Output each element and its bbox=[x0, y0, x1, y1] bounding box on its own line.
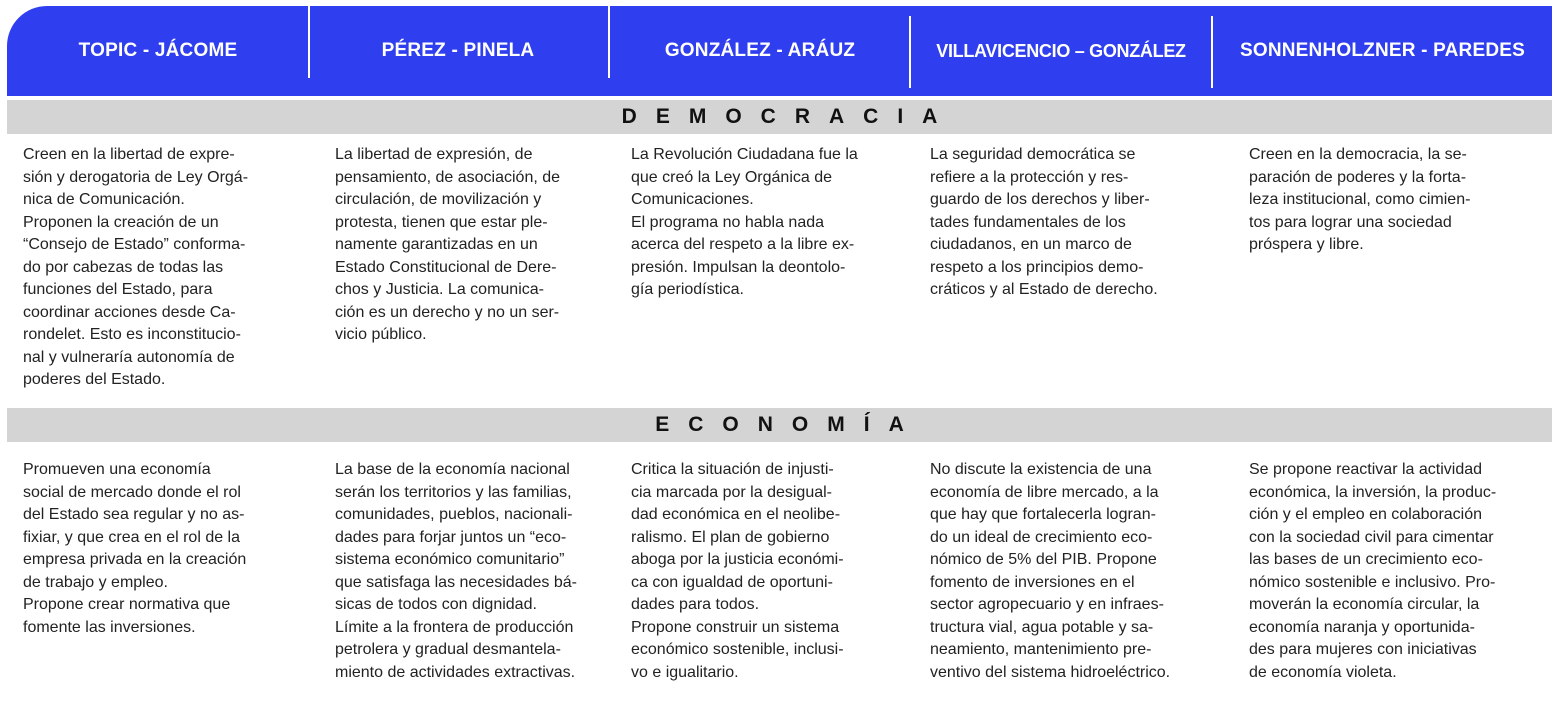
header-topic-jacome: TOPIC - JÁCOME bbox=[78, 40, 238, 61]
democracia-cell-perez-pinela: La libertad de expresión, de pensamiento, de asociación, de circulación, de movilización y protesta, tienen que estar ple- namente garantizadas en un Estado Constitucional de Dere- chos y Justicia. La comunica- ción es un derecho y no un ser- vicio público. bbox=[335, 146, 561, 343]
header-villavicencio-gonzalez: VILLAVICENCIO – GONZÁLEZ bbox=[936, 40, 1186, 61]
section-band-democracia bbox=[7, 100, 1552, 134]
democracia-cell-villavicencio-gonzalez: La seguridad democrática se refiere a la protección y res- guardo de los derechos y liber- tades fundamentales de los ciudadanos, en un marco de respeto a los principios demo- cráticos y al Estado de derecho. bbox=[930, 146, 1158, 298]
section-band-economia bbox=[7, 408, 1552, 442]
economia-cell-gonzalez-arauz: Critica la situación de injusti- cia marcada por la desigual- dad económica en el neolibe- ralismo. El plan de gobierno aboga por la justicia económi- ca con igualdad de oportuni- dades para todos. Propone construir un sistema económico sostenible, inclusi- vo e igualitario. bbox=[631, 461, 844, 681]
democracia-cell-gonzalez-arauz: La Revolución Ciudadana fue la que creó la Ley Orgánica de Comunicaciones. El programa no habla nada acerca del respeto a la libre ex- presión. Impulsan la deontolo- gía periodística. bbox=[631, 146, 858, 298]
economia-cell-villavicencio-gonzalez: No discute la existencia de una economía de libre mercado, a la que hay que fortalecerla logran- do un ideal de crecimiento eco- nómico de 5% del PIB. Propone fomento de inversiones en el sector agropecuario y en infraes- tructura vial, agua potable y sa- neamiento, mantenimiento pre- ventivo del sistema hidroeléctrico. bbox=[930, 461, 1171, 681]
header-perez-pinela: PÉREZ - PINELA bbox=[381, 40, 535, 61]
section-title-economia: ECONOMÍA bbox=[655, 413, 923, 436]
header-bar bbox=[7, 6, 1552, 96]
economia-cell-sonnenholzner-paredes: Se propone reactivar la actividad económica, la inversión, la produc- ción y el empleo en colaboración con la sociedad civil para cimentar las bases de un crecimiento eco- nómico sostenible e inclusivo. Pro- moverán la economía circular, la economía naranja y oportunida- des para mujeres con iniciativas de economía violeta. bbox=[1249, 461, 1497, 681]
democracia-cell-topic-jacome: Creen en la libertad de expre- sión y derogatoria de Ley Orgá- nica de Comunicación. Proponen la creación de un “Consejo de Estado” conforma- do por cabezas de todas las funciones del Estado, para coordinar acciones desde Ca- rondelet. Esto es inconstitucio- nal y vulneraría autonomía de poderes del Estado. bbox=[23, 146, 249, 388]
header-gonzalez-arauz: GONZÁLEZ - ARÁUZ bbox=[664, 40, 856, 61]
economia-cell-topic-jacome: Promueven una economía social de mercado donde el rol del Estado sea regular y no as- fixiar, y que crea en el rol de la empresa privada en la creación de trabajo y empleo. Propone crear normativa que fomente las inversiones. bbox=[23, 461, 247, 636]
democracia-cell-sonnenholzner-paredes: Creen en la democracia, la se- paración de poderes y la forta- leza institucional, como cimien- tos para lograr una sociedad próspera y libre. bbox=[1249, 146, 1471, 253]
economia-cell-perez-pinela: La base de la economía nacional serán los territorios y las familias, comunidades, pueblos, nacionali- dades para forjar juntos un “eco- sistema económico comunitario” que satisfaga las necesidades bá- sicas de todos con dignidad. Límite a la frontera de producción petrolera y gradual desmantela- miento de actividades extractivas. bbox=[335, 461, 577, 681]
header-sonnenholzner-paredes: SONNENHOLZNER - PAREDES bbox=[1239, 40, 1526, 61]
section-title-democracia: DEMOCRACIA bbox=[621, 105, 957, 128]
